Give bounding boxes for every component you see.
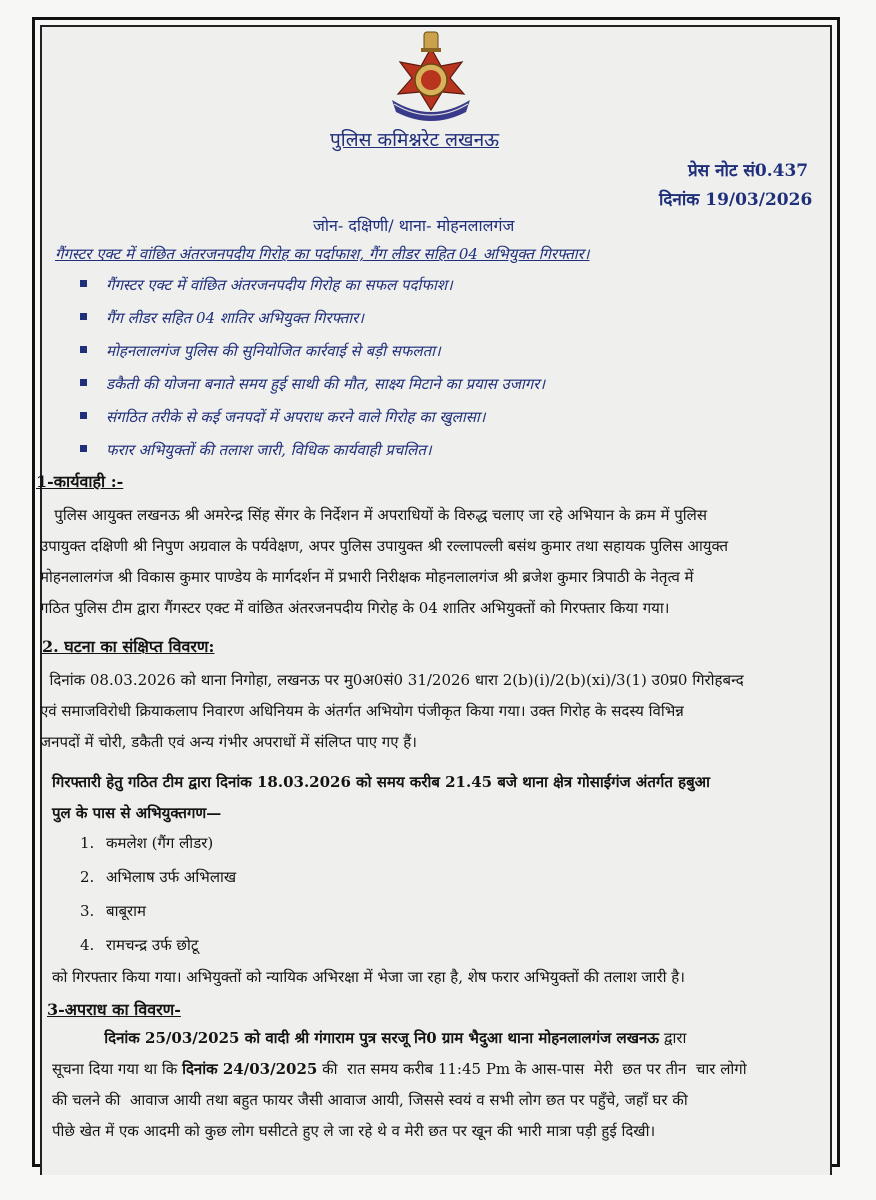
list-item: डकैती की योजना बनाते समय हुई साथी की मौत, साक्ष्य मिटाने का प्रयास उजागर। — [80, 371, 545, 404]
square-bullet-icon — [80, 346, 87, 353]
list-item: मोहनलालगंज पुलिस की सुनियोजित कार्रवाई से बड़ी सफलता। — [80, 338, 545, 371]
section-heading-crime: 3-अपराध का विवरण- — [47, 1000, 181, 1019]
section-crime-body: दिनांक 25/03/2025 को वादी श्री गंगाराम पुत्र सरजू नि0 ग्राम भैदुआ थाना मोहनलालगंज लखनऊ द्वारा सूचना दिया गया था कि दिनांक 24/03/2025 की रात समय करीब 11:45 Pm के आस-पास मेरी छत पर तीन चार लोगो की चलने की आवाज आयी तथा बहुत फायर जैसी आवाज आयी, जिससे स्वयं व सभी लोग छत पर पहुँचे, जहाँ घर की पीछे खेत में एक आदमी को कुछ लोग घसीटते हुए ले जा रहे थे व मेरी छत पर खून की भारी मात्रा पड़ी हुई दिखी। — [52, 1029, 747, 1140]
up-police-emblem-icon — [384, 26, 478, 122]
arrest-details: गिरफ्तारी हेतु गठित टीम द्वारा दिनांक 18.03.2026 को समय करीब 21.45 बजे थाना क्षेत्र गोसाईगंज अंतर्गत हबुआ पुल के पास से अभियुक्तगण— — [52, 773, 710, 822]
list-item: 2. अभिलाष उर्फ अभिलाख — [80, 868, 237, 886]
square-bullet-icon — [80, 412, 87, 419]
accused-list — [80, 830, 236, 966]
list-item: संगठित तरीके से कई जनपदों में अपराध करने वाले गिरोह का खुलासा। — [80, 404, 545, 437]
press-note-number: प्रेस नोट सं0.437 — [688, 161, 809, 181]
square-bullet-icon — [80, 445, 87, 452]
list-item: फरार अभियुक्तों की तलाश जारी, विधिक कार्यवाही प्रचलित। — [80, 437, 545, 470]
section-heading-incident: 2. घटना का संक्षिप्त विवरण: — [42, 637, 215, 656]
square-bullet-icon — [80, 280, 87, 287]
highlights-list — [80, 272, 545, 470]
arrest-closing: को गिरफ्तार किया गया। अभियुक्तों को न्यायिक अभिरक्षा में भेजा जा रहा है, शेष फरार अभियुक्तों की तलाश जारी है। — [52, 968, 685, 986]
section-heading-action: 1-कार्यवाही :- — [36, 472, 124, 491]
square-bullet-icon — [80, 379, 87, 386]
press-note-date: दिनांक 19/03/2026 — [659, 190, 813, 210]
headline: गैंगस्टर एक्ट में वांछित अंतरजनपदीय गिरोह का पर्दाफाश, गैंग लीडर सहित 04 अभियुक्त गिरफ्तार। — [55, 245, 590, 263]
square-bullet-icon — [80, 313, 87, 320]
list-item: गैंग लीडर सहित 04 शातिर अभियुक्त गिरफ्तार। — [80, 305, 545, 338]
list-item: गैंगस्टर एक्ट में वांछित अंतरजनपदीय गिरोह का सफल पर्दाफाश। — [80, 272, 545, 305]
list-item: 1. कमलेश (गैंग लीडर) — [80, 834, 214, 852]
section-action-body: पुलिस आयुक्त लखनऊ श्री अमरेन्द्र सिंह सेंगर के निर्देशन में अपराधियों के विरुद्ध चलाए जा रहे अभियान के क्रम में पुलिस उपायुक्त दक्षिणी श्री निपुण अग्रवाल के पर्यवेक्षण, अपर पुलिस उपायुक्त श्री रल्लापल्ली बसंथ कुमार तथा सहायक पुलिस आयुक्त मोहनलालगंज श्री विकास कुमार पाण्डेय के मार्गदर्शन में प्रभारी निरीक्षक मोहनलालगंज श्री ब्रजेश कुमार त्रिपाठी के नेतृत्व में गठित पुलिस टीम द्वारा गैंगस्टर एक्ट में वांछित अंतरजनपदीय गिरोह के 04 शातिर अभियुक्तों को गिरफ्तार किया गया। — [40, 506, 729, 617]
list-item: 4. रामचन्द्र उर्फ छोटू — [80, 936, 199, 954]
commissionerate-title: पुलिस कमिश्नरेट लखनऊ — [330, 129, 500, 151]
zone-station: जोन- दक्षिणी/ थाना- मोहनलालगंज — [313, 216, 515, 235]
list-item: 3. बाबूराम — [80, 902, 147, 920]
section-incident-body: दिनांक 08.03.2026 को थाना निगोहा, लखनऊ पर मु0अ0सं0 31/2026 धारा 2(b)(i)/2(b)(xi)/3(1) उ0प्र0 गिरोहबन्द एवं समाजविरोधी क्रियाकलाप निवारण अधिनियम के अंतर्गत अभियोग पंजीकृत किया गया। उक्त गिरोह के सदस्य विभिन्न जनपदों में चोरी, डकैती एवं अन्य गंभीर अपराधों में संलिप्त पाए गए हैं। — [40, 671, 744, 751]
